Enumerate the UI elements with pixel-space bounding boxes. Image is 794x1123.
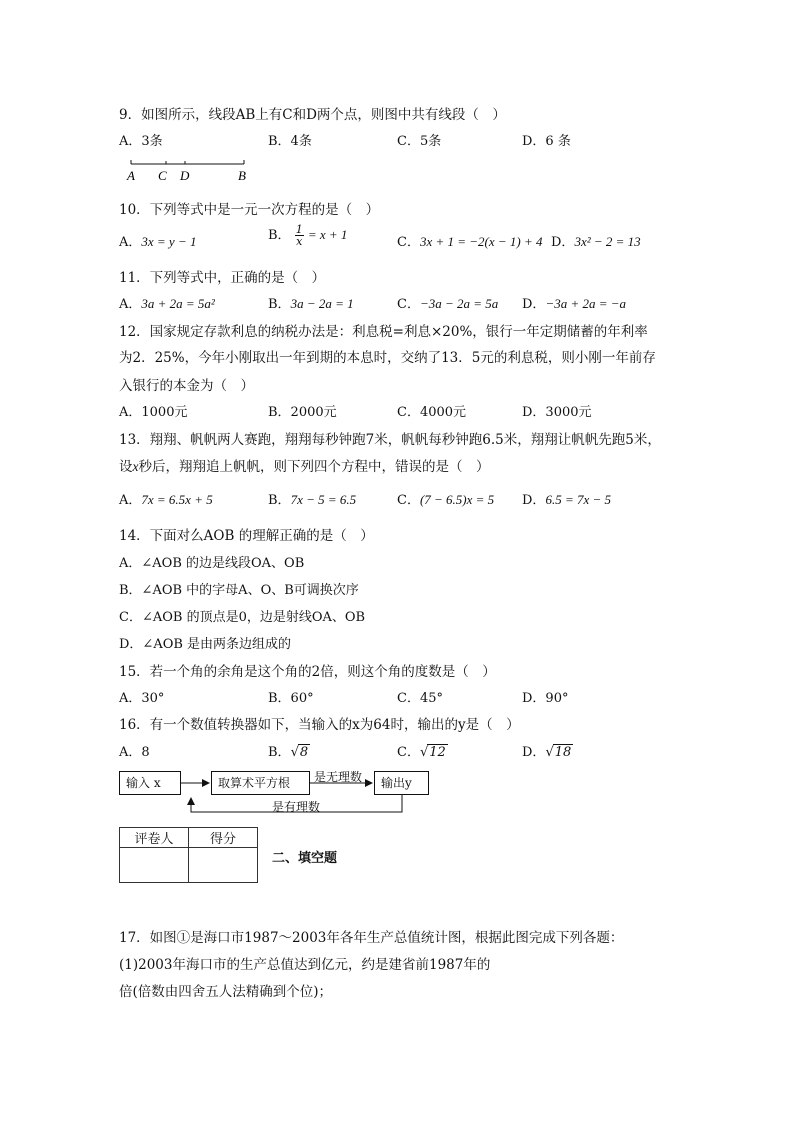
- q10-option-a: A．3x = y − 1: [119, 234, 197, 250]
- q11-option-d: D．−3a + 2a = −a: [522, 296, 627, 312]
- fraction-1-over-x: $\frac{1}{x}$: [295, 223, 303, 248]
- q11-option-a: A．3a + 2a = 5a²: [119, 296, 215, 312]
- q13-line-1: 13．翔翔、帆帆两人赛跑，翔翔每秒钟跑7米，帆帆每秒钟跑6.5米，翔翔让帆帆先跑5米，: [119, 432, 661, 448]
- q10-option-d: D．3x² − 2 = 13: [551, 234, 641, 250]
- q9-option-b: B．4条: [268, 134, 312, 149]
- flow-arrows: [119, 765, 439, 820]
- q12-option-a: A．1000元: [119, 405, 188, 420]
- point-label-a: A: [127, 168, 135, 183]
- q13-option-c: C．(7 − 6.5)x = 5: [397, 492, 495, 508]
- point-label-b: B: [238, 168, 246, 183]
- q10-option-c: C．3x + 1 = −2(x − 1) + 4: [397, 234, 543, 250]
- sqrt-symbol: √8: [290, 745, 309, 760]
- sqrt-symbol: √12: [419, 745, 446, 760]
- section-title: 二、填空题: [272, 851, 338, 866]
- q9-option-a: A．3条: [119, 134, 163, 149]
- q12-option-d: D．3000元: [522, 405, 592, 420]
- segment-figure: [124, 156, 254, 186]
- q16-option-a: A．8: [119, 745, 150, 760]
- q12-option-c: C．4000元: [397, 405, 467, 420]
- q14-option-b: B．∠AOB 中的字母A、O、B可调换次序: [119, 583, 359, 598]
- q16-option-d: D．√18: [522, 745, 572, 760]
- q17-line-3: 倍(倍数由四舍五人法精确到个位)；: [119, 984, 333, 1000]
- q13-line-2: 设x秒后，翔翔追上帆帆，则下列四个方程中，错误的是（ ）: [119, 459, 490, 475]
- q14-option-c: C．∠AOB 的顶点是0，边是射线OA、OB: [119, 610, 366, 625]
- grader-cell[interactable]: [120, 848, 189, 883]
- q17-line-2: (1)2003年海口市的生产总值达到亿元，约是建省前1987年的: [119, 957, 491, 973]
- q14-option-d: D．∠AOB 是由两条边组成的: [119, 637, 292, 652]
- q16-option-b: B．√8: [268, 745, 309, 760]
- q12-line-3: 入银行的本金为（ ）: [119, 378, 254, 394]
- flow-rational-label: 是有理数: [272, 800, 321, 814]
- flow-process-box: 取算术平方根: [211, 771, 310, 795]
- q10-stem: 10．下列等式中是一元一次方程的是（ ）: [119, 202, 380, 218]
- q9-option-c: C．5条: [397, 134, 442, 149]
- q9-stem: 9．如图所示，线段AB上有C和D两个点，则图中共有线段（ ）: [119, 107, 506, 123]
- score-table: [119, 827, 258, 883]
- q15-stem: 15．若一个角的余角是这个角的2倍，则这个角的度数是（ ）: [119, 664, 496, 680]
- q15-option-d: D．90°: [522, 691, 569, 706]
- q11-stem: 11．下列等式中，正确的是（ ）: [119, 270, 326, 286]
- q15-option-a: A．30°: [119, 691, 165, 706]
- q13-option-a: A．7x = 6.5x + 5: [119, 492, 213, 508]
- sqrt-symbol: √18: [545, 745, 572, 760]
- q11-option-c: C．−3a − 2a = 5a: [397, 296, 499, 312]
- q15-option-c: C．45°: [397, 691, 443, 706]
- flow-irrational-label: 是无理数: [314, 770, 363, 784]
- grader-header: 评卷人: [120, 828, 189, 848]
- q12-option-b: B．2000元: [268, 405, 337, 420]
- point-label-c: C: [158, 168, 167, 183]
- q14-option-a: A．∠AOB 的边是线段OA、OB: [119, 556, 305, 571]
- q13-option-b: B．7x − 5 = 6.5: [268, 492, 357, 508]
- q17-line-1: 17．如图①是海口市1987～2003年各年生产总值统计图，根据此图完成下列各题：: [119, 930, 624, 946]
- q11-option-b: B．3a − 2a = 1: [268, 296, 354, 312]
- q13-option-d: D．6.5 = 7x − 5: [522, 492, 612, 508]
- q12-line-1: 12．国家规定存款利息的纳税办法是：利息税=利息×20%，银行一年定期储蓄的年利率: [119, 324, 648, 340]
- flow-input-box: 输入 x: [119, 771, 181, 795]
- q16-stem: 16．有一个数值转换器如下，当输入的x为64时，输出的y是（ ）: [119, 717, 520, 733]
- point-label-d: D: [180, 168, 190, 183]
- q16-option-c: C．√12: [397, 745, 446, 760]
- q15-option-b: B．60°: [268, 691, 314, 706]
- flow-output-box: 输出y: [374, 771, 429, 795]
- score-header: 得分: [189, 828, 258, 848]
- q9-option-d: D．6 条: [522, 134, 571, 149]
- score-cell[interactable]: [189, 848, 258, 883]
- q12-line-2: 为2．25%，今年小刚取出一年到期的本息时，交纳了13．5元的利息税，则小刚一年前存: [119, 350, 656, 366]
- q10-option-b: B． $\frac{1}{x}$ = x + 1: [268, 223, 348, 248]
- q14-stem: 14．下面对么AOB 的理解正确的是（ ）: [119, 528, 374, 544]
